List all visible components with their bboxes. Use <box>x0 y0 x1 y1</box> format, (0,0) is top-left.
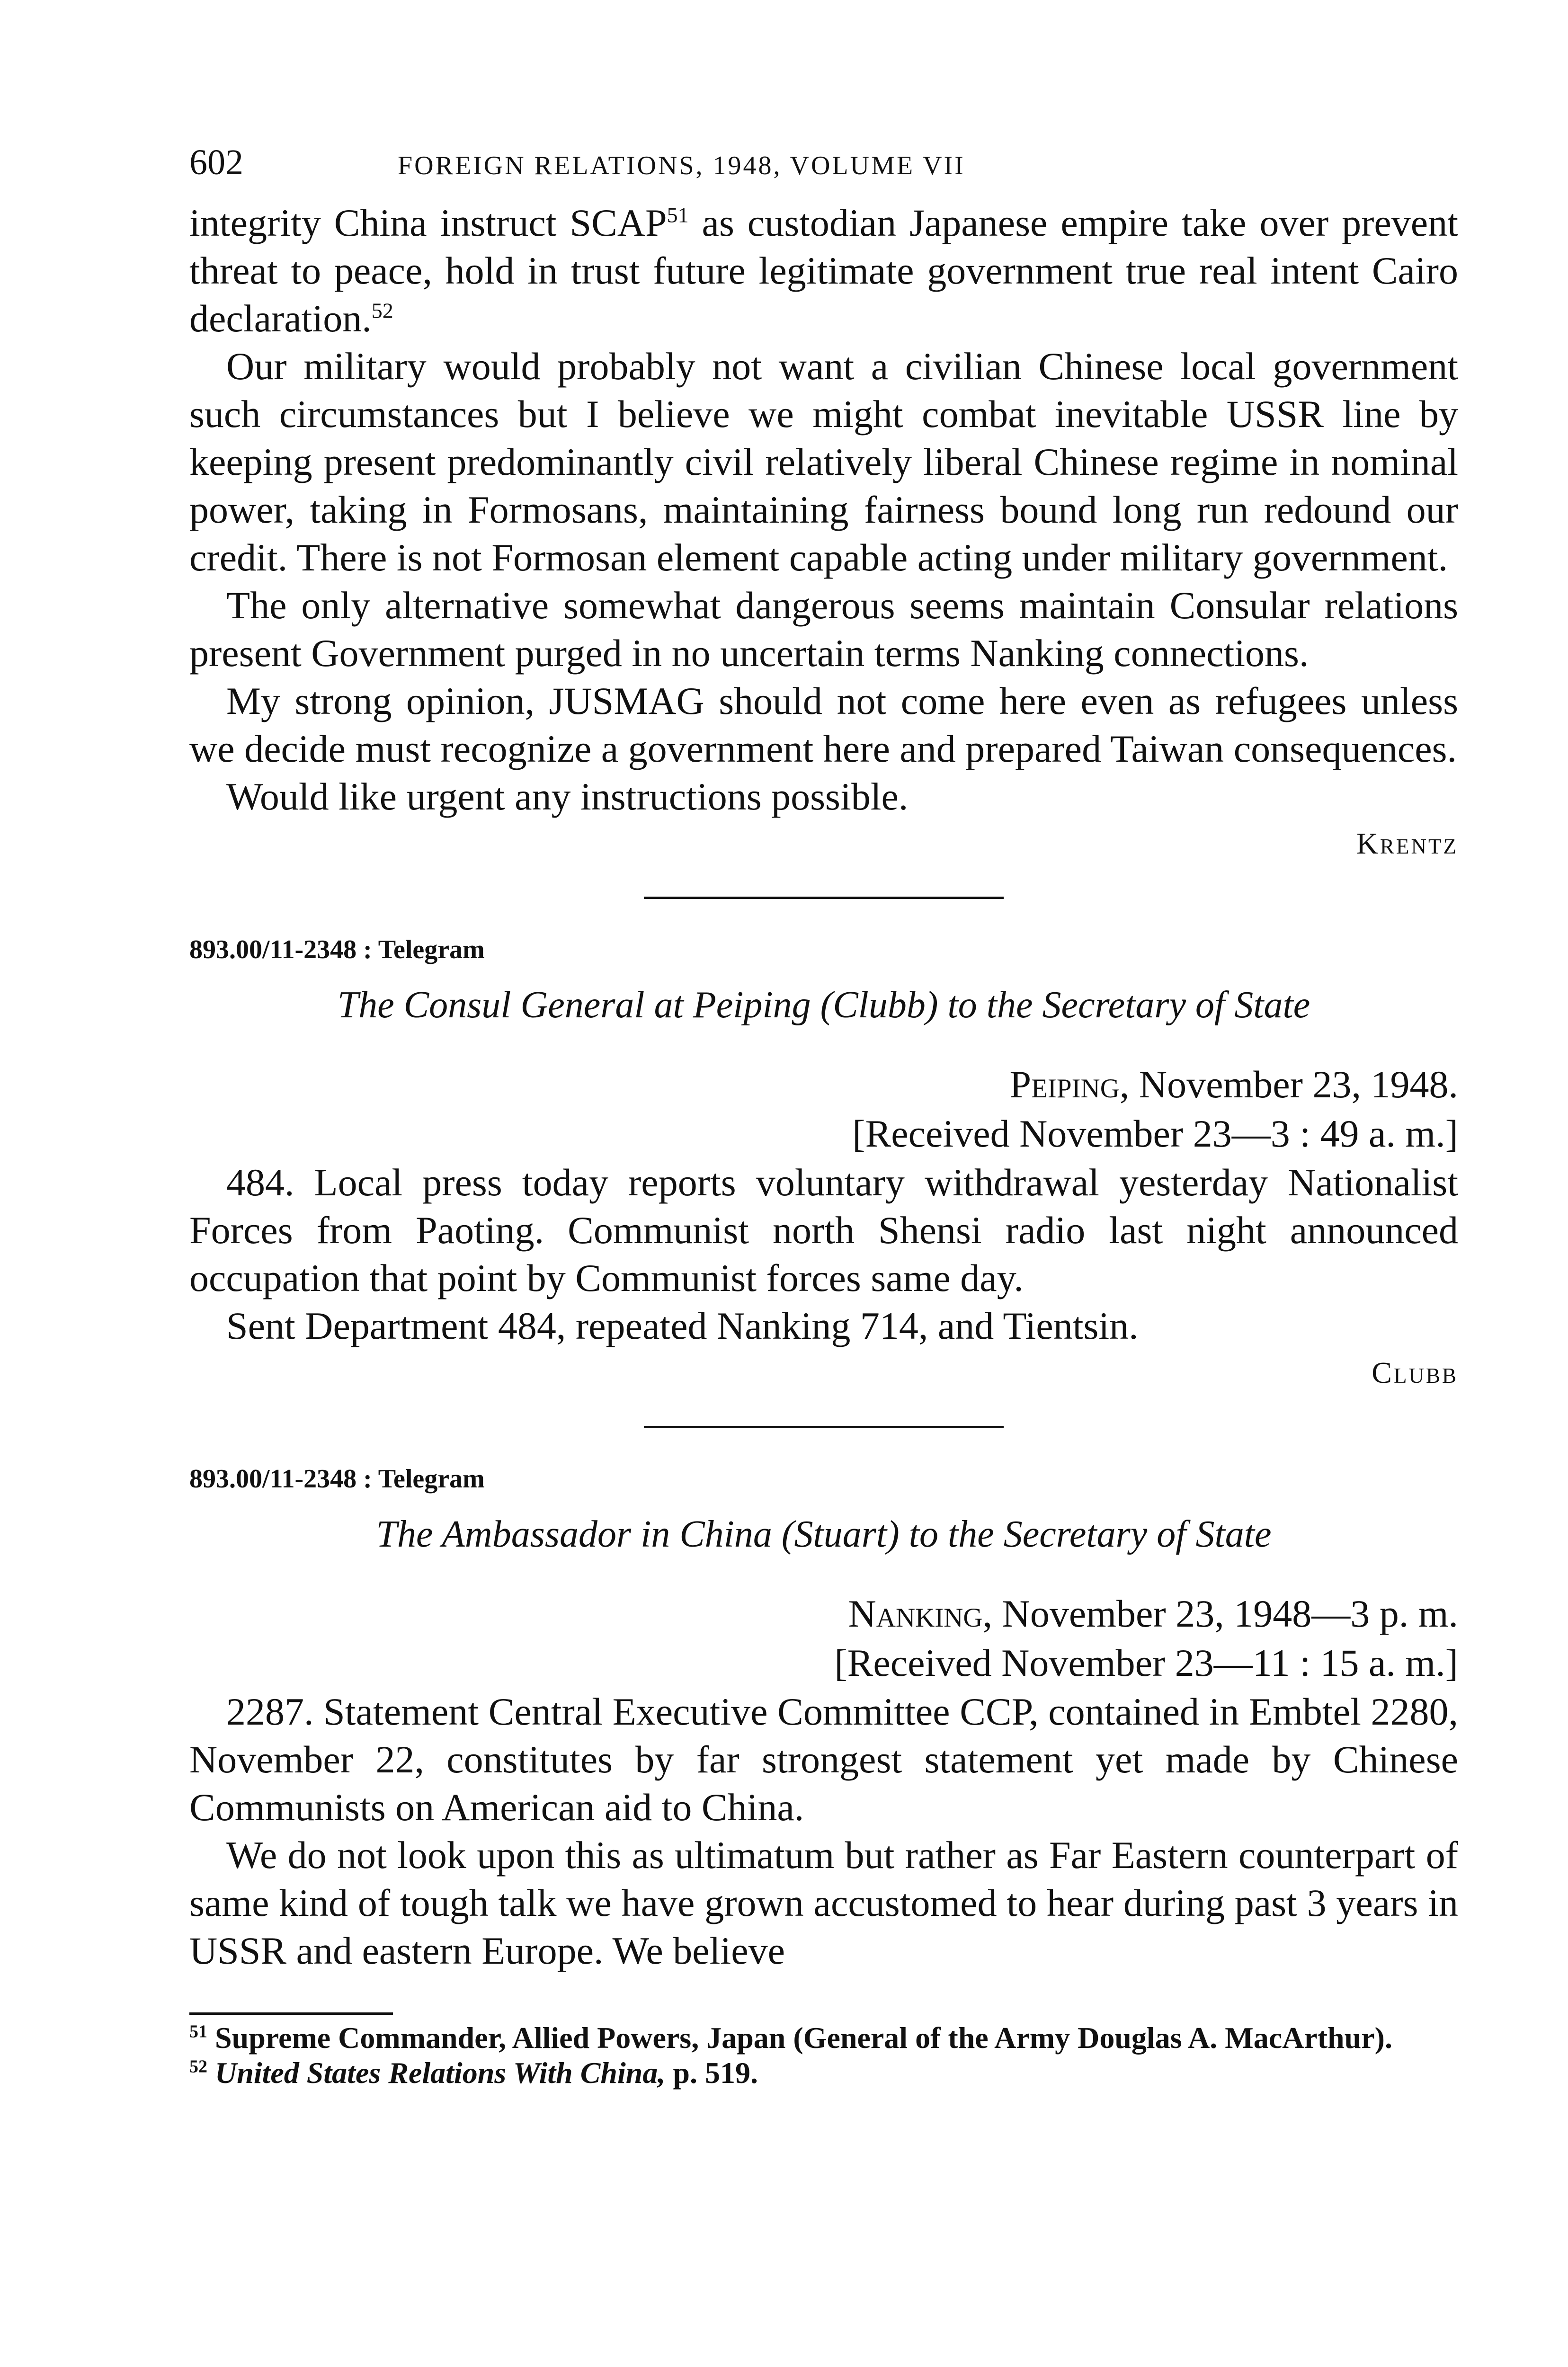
footnote-divider <box>189 2012 393 2015</box>
footnote-ref[interactable]: 51 <box>667 203 689 227</box>
file-reference: 893.00/11-2348 : Telegram <box>189 935 485 964</box>
received-line: [Received November 23—3 : 49 a. m.] <box>852 1112 1458 1155</box>
paragraph: Our military would probably not want a civilian Chinese local government such circumstances but I believe we might combat inevitable USSR line by keeping present predominantly civil relatively liberal Chinese regime in nominal power, taking in Formosans, maintaining fairness bound long run redound our credit. There is not Formosan element capable acting under military government. <box>189 345 1458 579</box>
paragraph: Sent Department 484, repeated Nanking 714, and Tientsin. <box>226 1304 1139 1347</box>
dateline <box>189 1589 1458 1638</box>
received-line: [Received November 23—11 : 15 a. m.] <box>834 1641 1458 1684</box>
paragraph-text: as custodian Japanese empire take over prevent threat to peace, hold in trust future legitimate government true real intent Cairo declaration. <box>189 201 1458 340</box>
footnote-citation: United States Relations With China, <box>215 2056 666 2090</box>
signature: Clubb <box>1372 1356 1458 1389</box>
footnote <box>189 2056 1458 2091</box>
footnote-ref[interactable]: 52 <box>371 298 393 323</box>
signature: Krentz <box>1356 827 1458 860</box>
document-page <box>189 142 1458 2091</box>
paragraph: My strong opinion, JUSMAG should not come here even as refugees unless we decide must recognize a government here and prepared Taiwan consequences. <box>189 679 1458 770</box>
dateline <box>189 1060 1458 1109</box>
footnote-mark: 51 <box>189 2021 207 2042</box>
file-reference: 893.00/11-2348 : Telegram <box>189 1464 485 1494</box>
footnote <box>189 2020 1458 2056</box>
section-divider <box>644 1426 1004 1428</box>
footnote-text: p. 519. <box>665 2056 758 2090</box>
footnote-text: Supreme Commander, Allied Powers, Japan (General of the Army Douglas A. MacArthur). <box>207 2021 1392 2055</box>
dateline-date: November 23, 1948—3 p. m. <box>992 1592 1458 1635</box>
dateline-place: Peiping, <box>1009 1063 1130 1106</box>
dateline-date: November 23, 1948. <box>1129 1063 1458 1106</box>
dateline-place: Nanking, <box>848 1592 993 1635</box>
paragraph: Would like urgent any instructions possible. <box>226 775 909 818</box>
paragraph: 2287. Statement Central Executive Committee CCP, contained in Embtel 2280, November 22, constitutes by far strongest statement yet made by Chinese Communists on American aid to China. <box>189 1690 1458 1829</box>
paragraph: The only alternative somewhat dangerous seems maintain Consular relations present Government purged in no uncertain terms Nanking connections. <box>189 584 1458 675</box>
paragraph-text: integrity China instruct SCAP <box>189 201 667 244</box>
page-number: 602 <box>189 142 243 182</box>
document-title: The Consul General at Peiping (Clubb) to the Secretary of State <box>337 984 1310 1026</box>
paragraph <box>189 199 1458 342</box>
section-divider <box>644 897 1004 899</box>
footnote-mark: 52 <box>189 2056 207 2077</box>
paragraph: We do not look upon this as ultimatum but rather as Far Eastern counterpart of same kind of tough talk we have grown accustomed to hear during past 3 years in USSR and eastern Europe. We believe <box>189 1833 1458 1972</box>
paragraph: 484. Local press today reports voluntary withdrawal yesterday Nationalist Forces from Paoting. Communist north Shensi radio last night announced occupation that point by Communist forces same day. <box>189 1161 1458 1299</box>
page-header <box>189 142 1458 194</box>
document-title: The Ambassador in China (Stuart) to the Secretary of State <box>376 1513 1272 1555</box>
running-head: FOREIGN RELATIONS, 1948, VOLUME VII <box>398 151 965 180</box>
